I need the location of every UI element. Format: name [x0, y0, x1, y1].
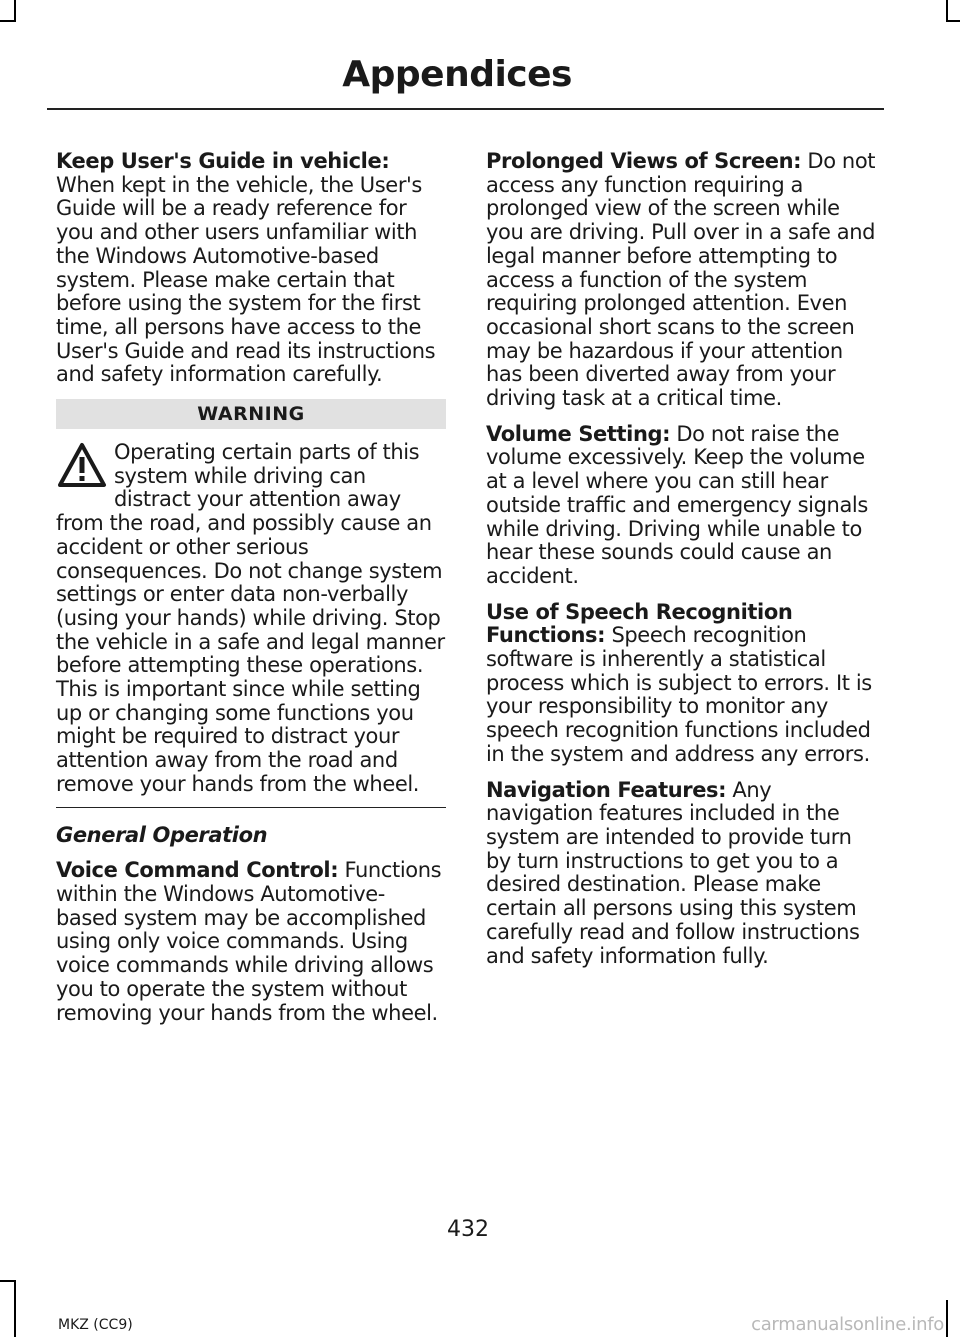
- warning-heading: WARNING: [56, 399, 446, 429]
- navigation-features-paragraph: [486, 779, 878, 969]
- crop-mark: [946, 20, 960, 22]
- keep-guide-text: When kept in the vehicle, the User's Guide will be a ready reference for you and other users unfamiliar with the Windows Automotive-based system. Please make certain that before using the system for the first time, all persons have access to the User's Guide and read its instructions and safety information carefully.: [56, 172, 436, 387]
- header-divider: [47, 108, 884, 110]
- crop-mark: [14, 1280, 16, 1337]
- crop-mark: [0, 1280, 16, 1282]
- warning-triangle-icon: [56, 441, 108, 489]
- prolonged-views-paragraph: [486, 150, 878, 411]
- prolonged-views-text: Do not access any function requiring a prolonged view of the screen while you are driving. Pull over in a safe and legal manner before attempting to access a function of the system requiring prolonged attention. Even occasional short scans to the screen may be hazardous if your attention has been diverted away from your driving task at a critical time.: [486, 149, 876, 411]
- volume-setting-paragraph: [486, 423, 878, 589]
- speech-recognition-paragraph: [486, 601, 878, 767]
- right-column: [486, 150, 878, 980]
- volume-setting-lead: Volume Setting:: [486, 421, 671, 446]
- navigation-features-lead: Navigation Features:: [486, 777, 727, 802]
- voice-command-paragraph: [56, 859, 446, 1025]
- speech-recognition-lead: Use of Speech Recognition Functions:: [486, 599, 793, 648]
- navigation-features-text: Any navigation features included in the system are intended to provide turn by turn instructions to get you to a desired destination. Please make certain all persons using this system carefully read and follow instructions and safety information fully.: [486, 777, 860, 968]
- page-title: Appendices: [342, 54, 572, 95]
- keep-guide-paragraph: [56, 150, 446, 387]
- crop-mark: [0, 20, 16, 22]
- warning-divider: [56, 807, 446, 808]
- section-heading: General Operation: [56, 822, 268, 847]
- crop-mark: [946, 0, 948, 22]
- prolonged-views-lead: Prolonged Views of Screen:: [486, 149, 802, 173]
- left-column: [56, 150, 446, 1037]
- keep-guide-lead: Keep User's Guide in vehicle:: [56, 149, 390, 173]
- watermark: carmanualsonline.info: [751, 1314, 944, 1335]
- model-code: MKZ (CC9): [58, 1317, 133, 1333]
- voice-command-text: Functions within the Windows Automotive-based system may be accomplished using only voice commands. Using voice commands while driving allows you to operate the system without removing your hands from the wheel.: [56, 858, 442, 1025]
- page-number: 432: [447, 1217, 489, 1242]
- crop-mark: [946, 1300, 948, 1337]
- speech-recognition-text: Speech recognition software is inherently a statistical process which is subject to errors. It is your responsibility to monitor any speech recognition functions included in the system and address any errors.: [486, 623, 872, 766]
- crop-mark: [14, 0, 16, 22]
- warning-text: Operating certain parts of this system while driving can distract your attention away from the road, and possibly cause an accident or other serious consequences. Do not change system settings or enter data non-verbally (using your hands) while driving. Stop the vehicle in a safe and legal manner before attempting these operations. This is important since while setting up or changing some functions you might be required to distract your attention away from the road and remove your hands from the wheel.: [56, 440, 445, 796]
- volume-setting-text: Do not raise the volume excessively. Keep the volume at a level where you can still hear outside traffic and emergency signals while driving. Driving while unable to hear these sounds could cause an accident.: [486, 421, 868, 588]
- warning-body: [56, 441, 446, 797]
- voice-command-lead: Voice Command Control:: [56, 858, 339, 883]
